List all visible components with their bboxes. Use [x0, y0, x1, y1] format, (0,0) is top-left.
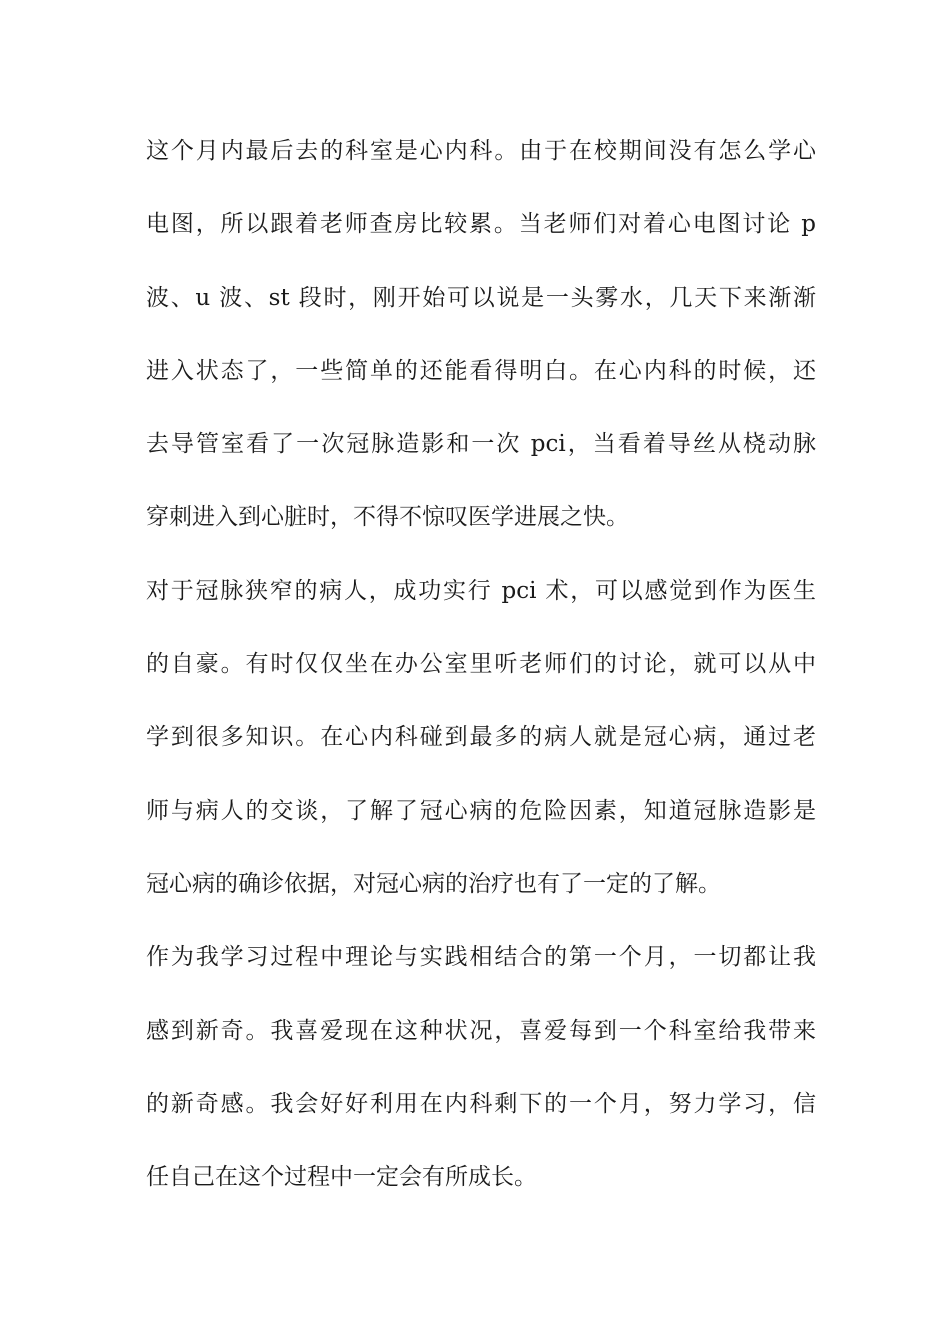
text-line: 任自己在这个过程中一定会有所成长。: [146, 1164, 537, 1191]
text-line: 穿刺进入到心脏时，不得不惊叹医学进展之快。: [146, 504, 629, 531]
paragraph-2: [146, 568, 816, 934]
text-line: 师与病人的交谈，了解了冠心病的危险因素，知道冠脉造影是: [146, 797, 816, 824]
text-line: 学到很多知识。在心内科碰到最多的病人就是冠心病，通过老: [146, 724, 816, 751]
text-line: 波、u 波、st 段时，刚开始可以说是一头雾水，几天下来渐渐: [146, 284, 816, 311]
text-line: 这个月内最后去的科室是心内科。由于在校期间没有怎么学心: [146, 138, 816, 164]
text-line: 进入状态了，一些简单的还能看得明白。在心内科的时候，还: [146, 357, 816, 384]
paragraph-1: [146, 128, 816, 568]
text-line: 作为我学习过程中理论与实践相结合的第一个月，一切都让我: [146, 944, 816, 971]
text-line: 冠心病的确诊依据，对冠心病的治疗也有了一定的了解。: [146, 870, 721, 897]
document-body: [146, 128, 816, 1227]
paragraph-3: [146, 934, 816, 1227]
text-line: 去导管室看了一次冠脉造影和一次 pci，当看着导丝从桡动脉: [146, 431, 816, 458]
text-line: 电图，所以跟着老师查房比较累。当老师们对着心电图讨论 p: [146, 211, 816, 238]
text-line: 的新奇感。我会好好利用在内科剩下的一个月，努力学习，信: [146, 1090, 816, 1117]
text-line: 对于冠脉狭窄的病人，成功实行 pci 术，可以感觉到作为医生: [146, 577, 816, 604]
text-line: 感到新奇。我喜爱现在这种状况，喜爱每到一个科室给我带来: [146, 1017, 816, 1044]
text-line: 的自豪。有时仅仅坐在办公室里听老师们的讨论，就可以从中: [146, 651, 816, 678]
